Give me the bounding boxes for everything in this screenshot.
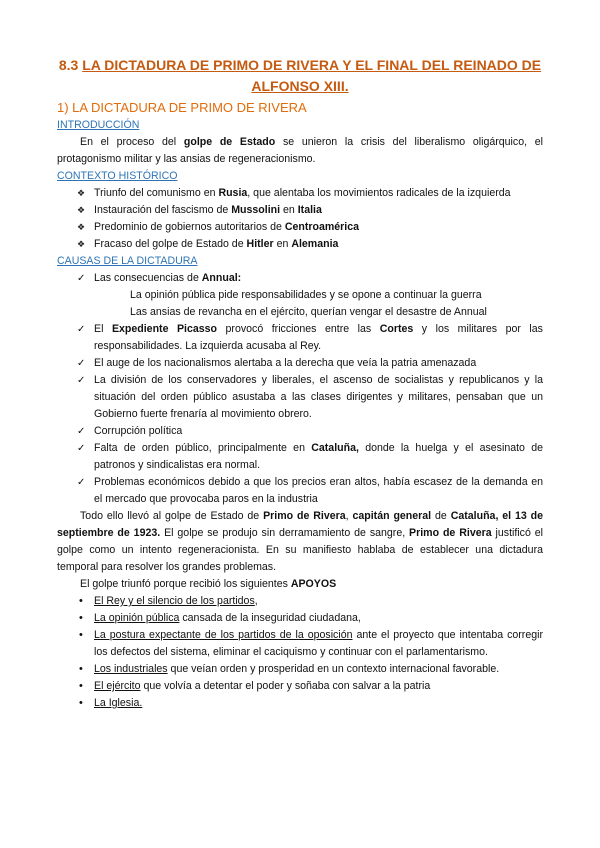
contexto-list — [0, 185, 600, 253]
bold-run: Cortes — [379, 323, 414, 335]
text-run: Corrupción política — [94, 425, 183, 437]
bullet-icon: • — [79, 680, 83, 692]
bold-run: golpe de Estado — [183, 136, 276, 148]
text-run: Fracaso del golpe de Estado de — [94, 238, 247, 250]
bold-run: capitán general — [352, 510, 432, 522]
text-run: Instauración del fascismo de — [94, 204, 232, 216]
bold-run: Cataluña, — [311, 442, 359, 454]
list-item — [57, 219, 543, 236]
text-run: en — [273, 238, 292, 250]
checkmark-icon: ✓ — [77, 324, 86, 335]
bold-run: APOYOS — [290, 578, 337, 590]
underlined-run: La Iglesia. — [94, 697, 143, 709]
text-run: Triunfo del comunismo en — [94, 187, 219, 199]
checkmark-icon: ✓ — [77, 426, 86, 437]
list-item — [57, 440, 543, 474]
text-run: ante el proyecto que intentaba corregir los defectos del sistema, eliminar el caciquismo y continuar con el parlamentarismo. — [94, 629, 543, 658]
text-run: que veían orden y prosperidad en un contexto internacional favorable. — [167, 663, 500, 675]
underlined-run: La opinión pública — [94, 612, 180, 624]
diamond-bullet-icon: ❖ — [77, 188, 86, 198]
text-run: Predominio de gobiernos autoritarios de — [94, 221, 285, 233]
bold-run: Cataluña, el 13 de septiembre de 1923. — [57, 510, 544, 539]
text-run: La división de los conservadores y liberales, el ascenso de socialistas y republicanos y la situación del orden público asustaba a las clases dirigentes y militares, pensaban que un Gobierno fuerte frenaría al movimiento obrero. — [94, 374, 543, 420]
title-text: LA DICTADURA DE PRIMO DE RIVERA Y EL FINAL DEL REINADO DE ALFONSO XIII. — [82, 57, 542, 94]
text-run: provocó fricciones entre las — [217, 323, 380, 335]
causas-list-continued — [0, 321, 600, 508]
list-item — [57, 202, 543, 219]
bold-run: Primo de Rivera — [409, 527, 492, 539]
checkmark-icon: ✓ — [77, 477, 86, 488]
bold-run: Primo de Rivera — [263, 510, 346, 522]
list-item — [57, 627, 543, 661]
bullet-icon: • — [79, 595, 83, 607]
list-item — [57, 372, 543, 423]
diamond-bullet-icon: ❖ — [77, 239, 86, 249]
heading-contexto: CONTEXTO HISTÓRICO — [57, 170, 178, 182]
text-run: , que alentaba los movimientos radicales de la izquierda — [247, 187, 511, 199]
text-run: justificó el golpe como un intento regeneracionista. En su manifiesto hablaba de establecer una dictadura temporal para resolver los grandes problemas. — [57, 527, 543, 573]
list-item — [57, 355, 543, 372]
list-item — [57, 185, 543, 202]
text-run: El golpe se produjo sin derramamiento de sangre, — [160, 527, 410, 539]
text-run: cansada de la inseguridad ciudadana, — [179, 612, 361, 624]
underlined-run: El Rey y el silencio de los partidos — [94, 595, 255, 607]
section-title: 1) LA DICTADURA DE PRIMO DE RIVERA — [57, 100, 307, 115]
list-item — [57, 236, 543, 253]
diamond-bullet-icon: ❖ — [77, 222, 86, 232]
underlined-run: La postura expectante de los partidos de la oposición — [94, 629, 353, 641]
intro-paragraph — [57, 134, 543, 168]
underlined-run: Los industriales — [94, 663, 168, 675]
bullet-icon: • — [79, 612, 83, 624]
bold-run: Annual: — [201, 272, 242, 284]
text-run: Problemas económicos debido a que los precios eran altos, había escasez de la demanda en el mercado que provocaba paros en la industria — [94, 476, 543, 505]
text-run: , — [345, 510, 353, 522]
text-run: se unieron la crisis del liberalismo oligárquico, el protagonismo militar y las ansias de regeneracionismo. — [57, 136, 543, 165]
list-item — [57, 474, 543, 508]
list-item — [57, 610, 543, 627]
title-number: 8.3 — [58, 57, 83, 73]
bold-run: Centroamérica — [284, 221, 359, 233]
text-run: y los militares por las responsabilidades. La izquierda acusaba al Rey. — [94, 323, 543, 352]
annual-subline-2: Las ansias de revancha en el ejército, querían vengar el desastre de Annual — [130, 306, 487, 318]
heading-introduccion: INTRODUCCIÓN — [57, 119, 140, 131]
bold-run: Expediente Picasso — [111, 323, 218, 335]
text-run: Falta de orden público, principalmente en — [94, 442, 312, 454]
text-run: , — [254, 595, 258, 607]
bold-run: Mussolini — [231, 204, 281, 216]
text-run: Las consecuencias de — [94, 272, 202, 284]
bold-run: Italia — [297, 204, 322, 216]
list-item — [57, 423, 543, 440]
text-run: En el proceso del — [80, 136, 184, 148]
checkmark-icon: ✓ — [77, 358, 86, 369]
bullet-icon: • — [79, 697, 83, 709]
checkmark-icon: ✓ — [77, 443, 86, 454]
bullet-icon: • — [79, 663, 83, 675]
list-item — [57, 593, 543, 610]
causas-list — [0, 270, 600, 287]
apoyos-list — [0, 593, 600, 712]
list-item — [57, 661, 543, 678]
apoyos-intro — [57, 576, 543, 593]
list-item — [57, 678, 543, 695]
checkmark-icon: ✓ — [77, 375, 86, 386]
bold-run: Alemania — [291, 238, 339, 250]
checkmark-icon: ✓ — [77, 273, 86, 284]
annual-subline-1: La opinión pública pide responsabilidades y se opone a continuar la guerra — [130, 289, 482, 301]
bullet-icon: • — [79, 629, 83, 641]
golpe-paragraph — [57, 508, 543, 576]
text-run: donde la huelga y el asesinato de patronos y sindicalistas era normal. — [94, 442, 543, 471]
underlined-run: El ejército — [94, 680, 141, 692]
text-run: El auge de los nacionalismos alertaba a la derecha que veía la patria amenazada — [94, 357, 477, 369]
list-item — [57, 321, 543, 355]
text-run: que volvía a detentar el poder y soñaba con salvar a la patria — [140, 680, 431, 692]
bold-run: Rusia — [218, 187, 248, 199]
text-run: El — [94, 323, 112, 335]
document-title — [50, 55, 550, 97]
text-run: El golpe triunfó porque recibió los siguientes — [80, 578, 291, 590]
bold-run: Hitler — [246, 238, 274, 250]
heading-causas: CAUSAS DE LA DICTADURA — [57, 255, 198, 267]
list-item — [57, 270, 543, 287]
text-run: Todo ello llevó al golpe de Estado de — [80, 510, 264, 522]
diamond-bullet-icon: ❖ — [77, 205, 86, 215]
text-run: en — [280, 204, 298, 216]
list-item — [57, 695, 543, 712]
text-run: de — [431, 510, 451, 522]
